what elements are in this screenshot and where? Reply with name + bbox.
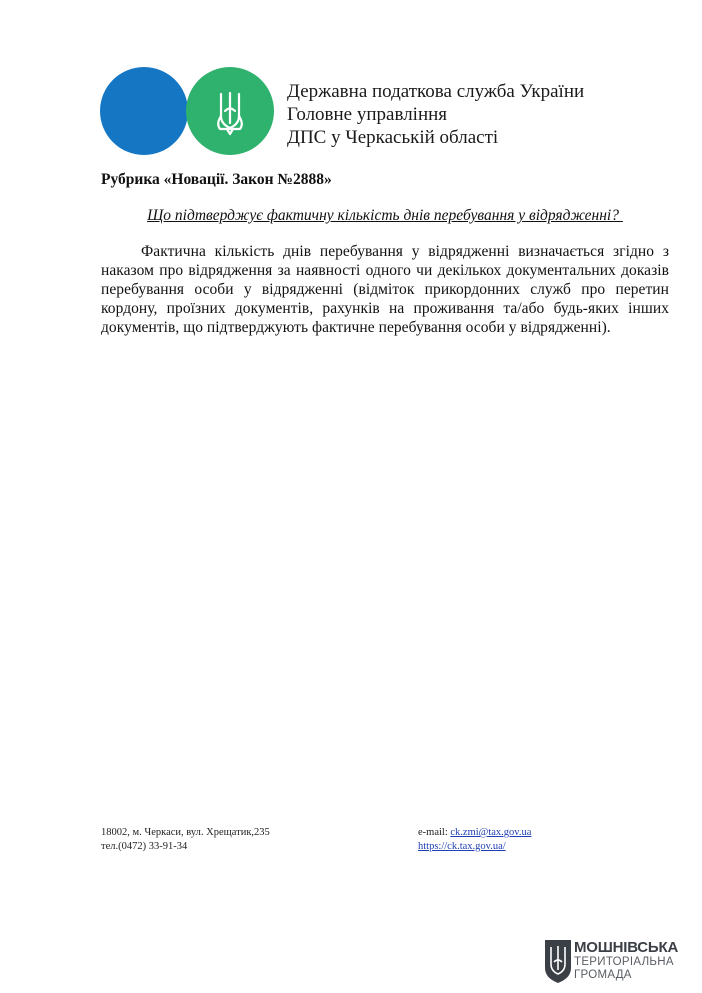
trident-shield-icon — [545, 940, 571, 983]
footer-email-line — [418, 826, 531, 840]
question-heading — [101, 207, 669, 225]
watermark-line-1: МОШНІВСЬКА — [574, 939, 679, 956]
logo-blue-circle — [100, 67, 188, 155]
question-text: Що підтверджує фактичну кількість днів перебування у відрядженні? — [147, 207, 623, 224]
dps-logo — [100, 66, 276, 156]
watermark-line-3: ГРОМАДА — [574, 968, 632, 981]
watermark-line-2: ТЕРИТОРІАЛЬНА — [574, 956, 674, 968]
body-paragraph: Фактична кількість днів перебування у відрядженні визначається згідно з наказом про відрядження за наявності одного чи декількох документальних доказів перебування особи у відрядженні (відміток прикордонних служб про перетин кордону, проїзних документів, рахунків на проживання та/або будь-яких інших документів, що підтверджують фактичне перебування особи у відрядженні). — [101, 243, 669, 336]
website-link[interactable]: https://ck.tax.gov.ua/ — [418, 841, 506, 852]
footer-address: 18002, м. Черкаси, вул. Хрещатик,235 — [101, 827, 270, 838]
watermark-text — [574, 940, 678, 981]
footer-contacts-block — [418, 826, 531, 854]
footer-address-block — [101, 826, 270, 854]
footer-website-line — [418, 840, 531, 854]
email-link[interactable]: ck.zmi@tax.gov.ua — [450, 827, 532, 838]
org-line-1: Державна податкова служба України — [287, 81, 585, 102]
rubric-heading: Рубрика «Новації. Закон №2888» — [101, 171, 332, 188]
org-line-2: Головне управління — [287, 104, 448, 125]
email-label: e-mail: — [418, 827, 451, 838]
org-line-3: ДПС у Черкаській області — [287, 127, 499, 148]
organization-name — [287, 80, 584, 149]
footer-phone: тел.(0472) 33-91-34 — [101, 841, 188, 852]
